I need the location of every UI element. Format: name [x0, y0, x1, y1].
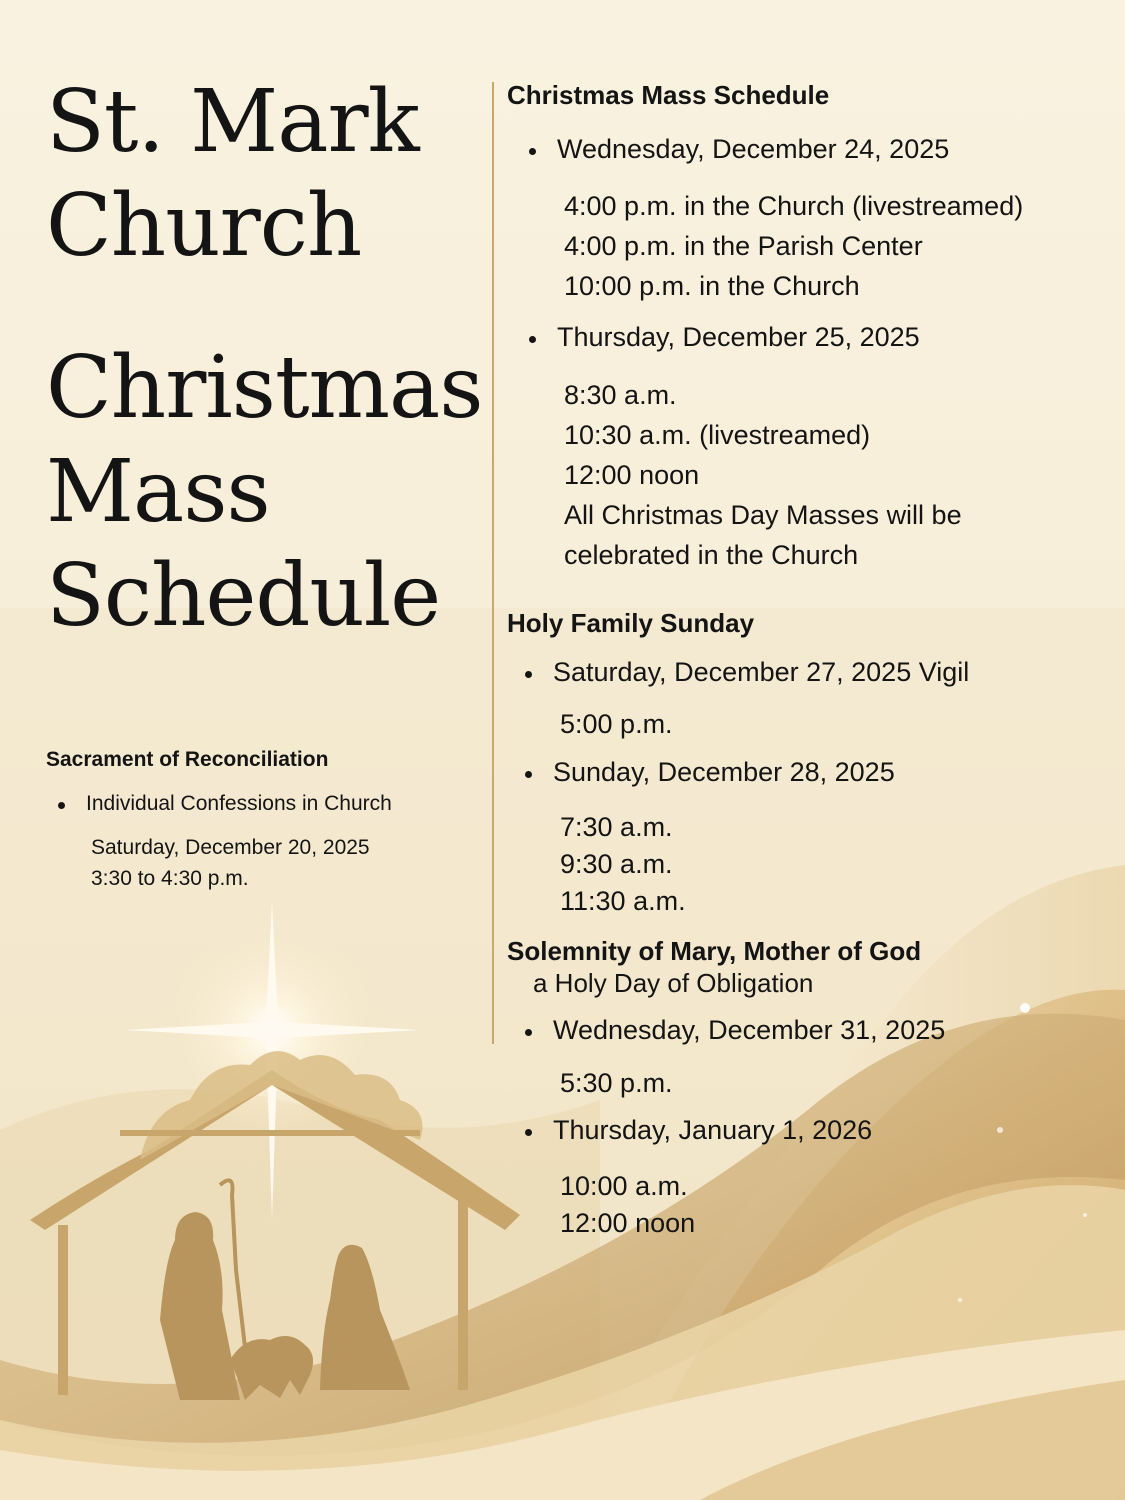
christmas-eve-times: [564, 186, 1023, 306]
holy-family-vigil-date-label: Saturday, December 27, 2025 Vigil: [553, 657, 970, 687]
bullet-icon: [58, 802, 65, 809]
time-line: 9:30 a.m.: [560, 849, 673, 879]
christmas-day-date-label: Thursday, December 25, 2025: [557, 322, 920, 352]
time-line: 10:00 a.m.: [560, 1171, 688, 1201]
time-line: 8:30 a.m.: [564, 380, 677, 410]
christmas-eve-date: [527, 134, 949, 165]
holy-family-sunday-times: [560, 809, 686, 920]
solemnity-vigil-date: [523, 1015, 945, 1046]
solemnity-section-title: Solemnity of Mary, Mother of God: [507, 936, 922, 966]
solemnity-subtitle: a Holy Day of Obligation: [533, 968, 814, 998]
holy-family-vigil-times: [560, 704, 673, 744]
christmas-section-title: Christmas Mass Schedule: [507, 80, 830, 110]
time-line: 5:00 p.m.: [560, 709, 673, 739]
reconciliation-date: Saturday, December 20, 2025: [91, 836, 370, 859]
reconciliation-item: [46, 792, 466, 822]
solemnity-day-date: [523, 1115, 872, 1146]
holy-family-section-title: Holy Family Sunday: [507, 608, 755, 638]
solemnity-day-times: [560, 1168, 695, 1242]
time-line: 10:00 p.m. in the Church: [564, 271, 860, 301]
bullet-icon: [525, 1029, 532, 1036]
time-line: 5:30 p.m.: [560, 1068, 673, 1098]
solemnity-day-date-label: Thursday, January 1, 2026: [553, 1115, 873, 1145]
time-line: 4:00 p.m. in the Church (livestreamed): [564, 191, 1024, 221]
time-line: 10:30 a.m. (livestreamed): [564, 420, 871, 450]
time-line: 11:30 a.m.: [560, 886, 686, 916]
christmas-day-times: [564, 375, 962, 575]
reconciliation-time: 3:30 to 4:30 p.m.: [91, 867, 249, 890]
bullet-icon: [529, 336, 536, 343]
church-name-title: St. Mark Church: [46, 72, 419, 276]
christmas-eve-date-label: Wednesday, December 24, 2025: [557, 134, 950, 164]
time-line: 12:00 noon: [560, 1208, 696, 1238]
bullet-icon: [525, 771, 532, 778]
christmas-day-date: [527, 322, 920, 353]
vertical-divider: [492, 82, 494, 1044]
holy-family-sunday-date: [523, 757, 895, 788]
bullet-icon: [525, 1129, 532, 1136]
reconciliation-item-label: Individual Confessions in Church: [86, 792, 392, 815]
bullet-icon: [525, 671, 532, 678]
solemnity-vigil-date-label: Wednesday, December 31, 2025: [553, 1015, 946, 1045]
reconciliation-details: [46, 832, 466, 894]
reconciliation-section: [46, 748, 466, 894]
time-line: celebrated in the Church: [564, 540, 859, 570]
holy-family-sunday-date-label: Sunday, December 28, 2025: [553, 757, 895, 787]
bullet-icon: [529, 148, 536, 155]
solemnity-vigil-times: [560, 1063, 673, 1103]
reconciliation-title: Sacrament of Reconciliation: [46, 748, 329, 771]
time-line: All Christmas Day Masses will be: [564, 500, 962, 530]
time-line: 7:30 a.m.: [560, 812, 673, 842]
holy-family-vigil-date: [523, 657, 969, 688]
schedule-heading: Christmas Mass Schedule: [46, 338, 483, 646]
time-line: 12:00 noon: [564, 460, 700, 490]
time-line: 4:00 p.m. in the Parish Center: [564, 231, 923, 261]
